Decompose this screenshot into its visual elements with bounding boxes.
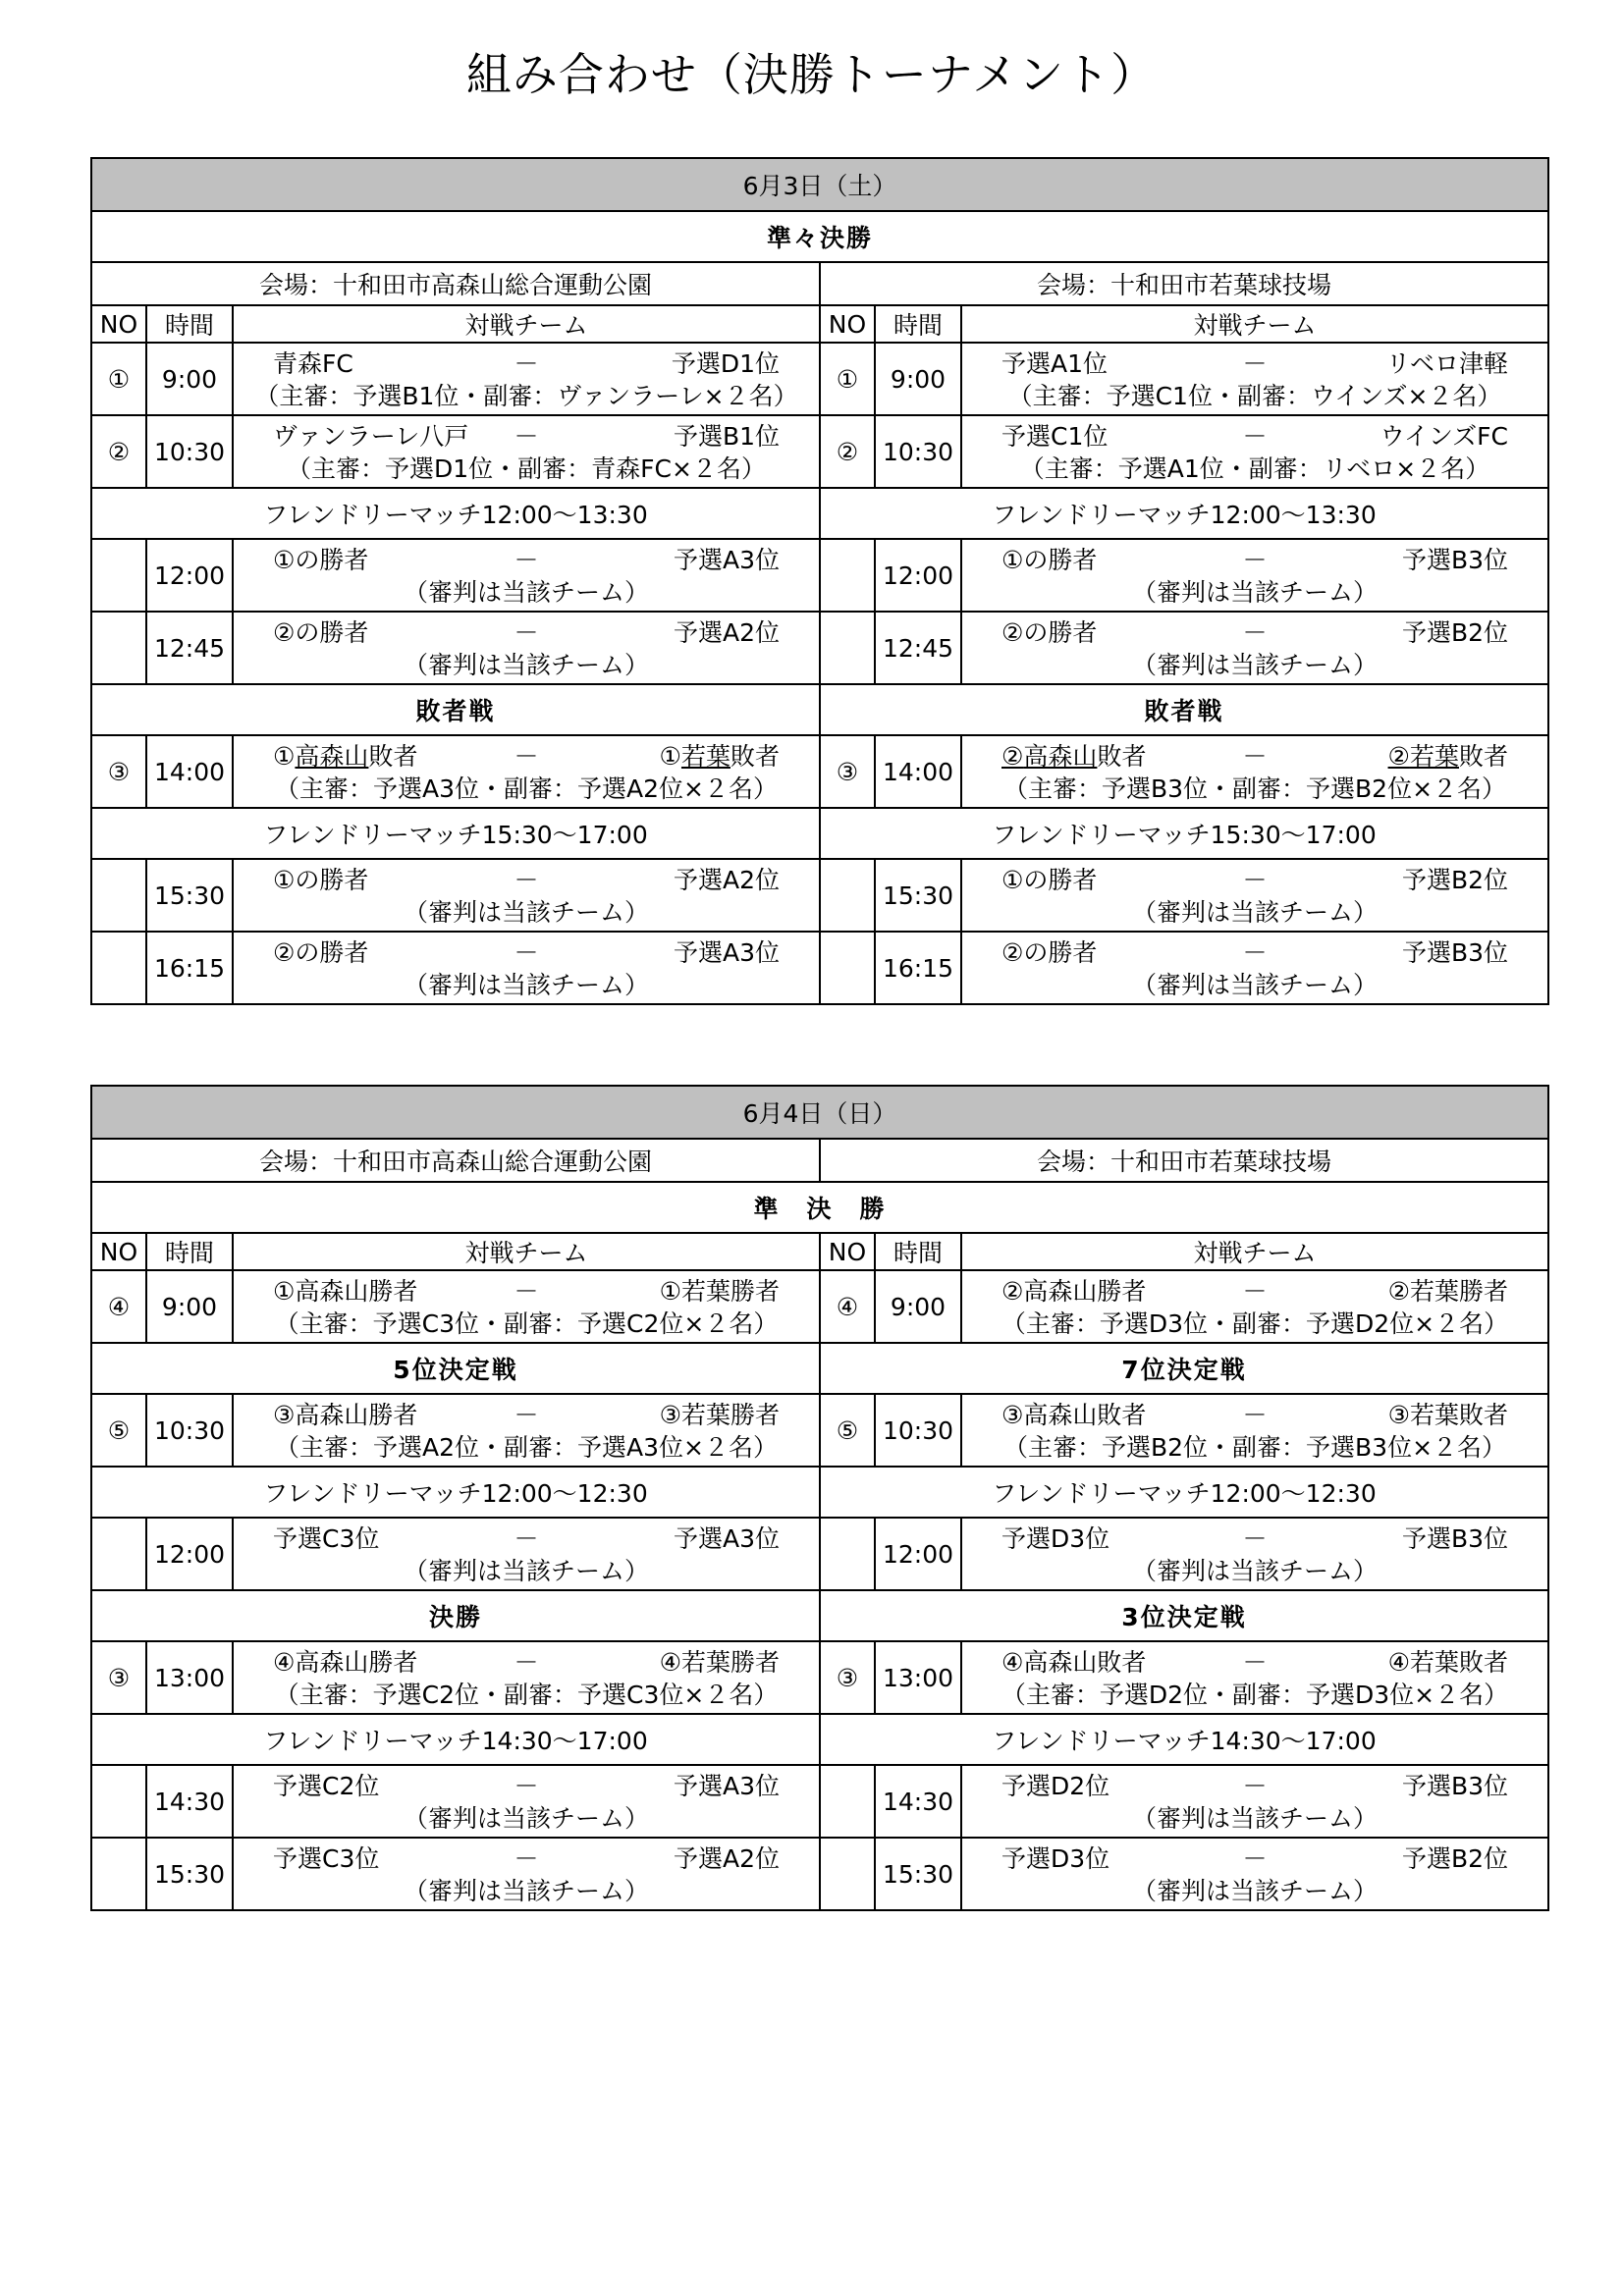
- day-header: 6月3日（土）: [91, 158, 1548, 211]
- match-time: 15:30: [875, 859, 961, 932]
- away-team-prefix: ①: [659, 741, 681, 771]
- referee-note: （審判は当該チーム）: [1131, 578, 1378, 607]
- referee-note: （主審：予選D3位・副審：予選D2位×２名）: [1001, 1309, 1509, 1338]
- home-team-suffix: 敗者: [368, 741, 418, 771]
- referee-note: （審判は当該チーム）: [1131, 1804, 1378, 1833]
- match-cell: [961, 1838, 1548, 1910]
- match-no: ③: [820, 1641, 875, 1714]
- round-title: 7位決定戦: [820, 1343, 1548, 1394]
- home-team: ①の勝者: [273, 545, 369, 574]
- referee-note: （審判は当該チーム）: [1131, 898, 1378, 927]
- day2-schedule: [90, 1085, 1547, 1911]
- vs-dash: －: [1242, 348, 1268, 378]
- referee-note: （審判は当該チーム）: [403, 578, 649, 607]
- match-cell: [233, 1518, 820, 1590]
- col-time: 時間: [875, 1233, 961, 1270]
- referee-note: （主審：予選C1位・副審：ウインズ×２名）: [1007, 382, 1502, 410]
- match-cell: [961, 1641, 1548, 1714]
- away-team: ③若葉敗者: [1387, 1400, 1508, 1429]
- match-no: ③: [91, 1641, 146, 1714]
- home-team: 予選C3位: [273, 1843, 380, 1873]
- home-team: ②の勝者: [1001, 937, 1098, 967]
- home-team: 予選D2位: [1001, 1771, 1110, 1800]
- match-cell: [233, 1270, 820, 1343]
- referee-note: （審判は当該チーム）: [1131, 651, 1378, 679]
- referee-note: （主審：予選B3位・副審：予選B2位×２名）: [1002, 774, 1507, 803]
- match-no: [91, 859, 146, 932]
- match-no: [820, 539, 875, 612]
- venue-right: 会場：十和田市若葉球技場: [820, 1139, 1548, 1182]
- referee-note: （審判は当該チーム）: [403, 898, 649, 927]
- col-no: NO: [91, 1233, 146, 1270]
- away-team: 予選A3位: [673, 545, 780, 574]
- friendly-match-label: フレンドリーマッチ12:00～13:30: [91, 488, 820, 539]
- vs-dash: －: [1242, 1647, 1268, 1677]
- round-title: 準々決勝: [91, 211, 1548, 262]
- match-time: 12:45: [875, 612, 961, 684]
- referee-note: （審判は当該チーム）: [403, 1557, 649, 1585]
- match-time: 15:30: [146, 1838, 233, 1910]
- match-time: 10:30: [875, 1394, 961, 1467]
- home-team: ヴァンラーレ八戸: [273, 421, 469, 451]
- vs-dash: －: [1242, 1771, 1268, 1800]
- vs-dash: －: [1242, 421, 1268, 451]
- vs-dash: －: [514, 421, 539, 451]
- vs-dash: －: [1242, 617, 1268, 647]
- match-no: [820, 932, 875, 1004]
- away-team-suffix: 敗者: [1458, 741, 1508, 771]
- referee-note: （主審：予選B2位・副審：予選B3位×２名）: [1002, 1433, 1507, 1462]
- match-time: 13:00: [146, 1641, 233, 1714]
- away-team: 予選B3位: [1401, 1771, 1508, 1800]
- match-cell: [961, 612, 1548, 684]
- referee-note: （主審：予選D2位・副審：予選D3位×２名）: [1001, 1681, 1509, 1709]
- away-team: 予選B2位: [1401, 1843, 1508, 1873]
- referee-note: （主審：予選D1位・副審：青森FC×２名）: [287, 454, 766, 483]
- round-title: 決勝: [91, 1590, 820, 1641]
- referee-note: （審判は当該チーム）: [403, 1877, 649, 1905]
- away-team: [554, 737, 780, 773]
- match-row: [91, 735, 1548, 808]
- venue-left: 会場：十和田市高森山総合運動公園: [91, 1139, 820, 1182]
- away-team: 予選B3位: [1401, 937, 1508, 967]
- match-time: 12:00: [875, 539, 961, 612]
- away-team: 予選B3位: [1401, 545, 1508, 574]
- match-cell: [961, 1765, 1548, 1838]
- match-no: ③: [91, 735, 146, 808]
- col-teams: 対戦チーム: [233, 305, 820, 343]
- match-time: 16:15: [875, 932, 961, 1004]
- match-no: ②: [91, 415, 146, 488]
- home-team: 予選D3位: [1001, 1523, 1110, 1553]
- friendly-match-label: フレンドリーマッチ12:00～13:30: [820, 488, 1548, 539]
- match-cell: [961, 859, 1548, 932]
- vs-dash: －: [1242, 1523, 1268, 1553]
- match-time: 9:00: [875, 343, 961, 415]
- away-team-prefix: ②: [1387, 741, 1410, 771]
- referee-note: （審判は当該チーム）: [1131, 1557, 1378, 1585]
- away-team: [1282, 737, 1508, 773]
- home-team: 予選C3位: [273, 1523, 380, 1553]
- friendly-match-label: フレンドリーマッチ15:30～17:00: [91, 808, 820, 859]
- round-title: 5位決定戦: [91, 1343, 820, 1394]
- home-team: 青森FC: [273, 348, 353, 378]
- col-no: NO: [820, 1233, 875, 1270]
- match-time: 13:00: [875, 1641, 961, 1714]
- match-no: [91, 1518, 146, 1590]
- page-title: 組み合わせ（決勝トーナメント）: [465, 48, 1158, 101]
- match-no: [820, 1765, 875, 1838]
- home-team: ②の勝者: [273, 617, 369, 647]
- match-no: [820, 1518, 875, 1590]
- match-row: [91, 612, 1548, 684]
- match-time: 9:00: [146, 1270, 233, 1343]
- venue-underlined: 若葉: [1409, 741, 1459, 771]
- match-time: 16:15: [146, 932, 233, 1004]
- match-no: [820, 612, 875, 684]
- away-team: 予選A3位: [673, 937, 780, 967]
- match-no: ③: [820, 735, 875, 808]
- match-time: 10:30: [875, 415, 961, 488]
- match-row: [91, 343, 1548, 415]
- match-cell: [233, 415, 820, 488]
- vs-dash: －: [1242, 741, 1268, 771]
- vs-dash: －: [1242, 1843, 1268, 1873]
- vs-dash: －: [514, 741, 539, 771]
- away-team: ④若葉勝者: [659, 1647, 780, 1677]
- match-time: 12:45: [146, 612, 233, 684]
- match-cell: [961, 415, 1548, 488]
- vs-dash: －: [514, 1400, 539, 1429]
- match-time: 12:00: [875, 1518, 961, 1590]
- col-time: 時間: [875, 305, 961, 343]
- match-row: [91, 1838, 1548, 1910]
- vs-dash: －: [1242, 937, 1268, 967]
- referee-note: （審判は当該チーム）: [1131, 971, 1378, 999]
- home-team-suffix: 敗者: [1097, 741, 1147, 771]
- round-title: 3位決定戦: [820, 1590, 1548, 1641]
- venue-right: 会場：十和田市若葉球技場: [820, 262, 1548, 305]
- away-team: 予選A2位: [673, 1843, 780, 1873]
- vs-dash: －: [514, 617, 539, 647]
- friendly-match-label: フレンドリーマッチ14:30～17:00: [91, 1714, 820, 1765]
- round-title: 敗者戦: [820, 684, 1548, 735]
- col-time: 時間: [146, 305, 233, 343]
- venue-underlined: 若葉: [680, 741, 730, 771]
- match-cell: [961, 1270, 1548, 1343]
- home-team: ①の勝者: [1001, 865, 1098, 894]
- away-team: リベロ津軽: [1385, 348, 1508, 378]
- home-team: ②の勝者: [273, 937, 369, 967]
- match-cell: [961, 1518, 1548, 1590]
- away-team: 予選A2位: [673, 617, 780, 647]
- day1-schedule: [90, 157, 1547, 1005]
- col-teams: 対戦チーム: [961, 305, 1548, 343]
- match-no: ①: [820, 343, 875, 415]
- friendly-match-label: フレンドリーマッチ12:00～12:30: [91, 1467, 820, 1518]
- match-row: [91, 1394, 1548, 1467]
- match-no: [91, 1765, 146, 1838]
- referee-note: （審判は当該チーム）: [403, 971, 649, 999]
- home-team: ④高森山勝者: [273, 1647, 418, 1677]
- away-team: ③若葉勝者: [659, 1400, 780, 1429]
- match-time: 10:30: [146, 1394, 233, 1467]
- match-no: [91, 1838, 146, 1910]
- day-header: 6月4日（日）: [91, 1086, 1548, 1139]
- vs-dash: －: [514, 545, 539, 574]
- referee-note: （審判は当該チーム）: [403, 1804, 649, 1833]
- day2-table: [90, 1085, 1549, 1911]
- away-team: ①若葉勝者: [659, 1276, 780, 1306]
- match-time: 10:30: [146, 415, 233, 488]
- home-team: 予選C2位: [273, 1771, 380, 1800]
- match-cell: [233, 1394, 820, 1467]
- home-team: ④高森山敗者: [1001, 1647, 1147, 1677]
- vs-dash: －: [514, 1647, 539, 1677]
- match-cell: [961, 343, 1548, 415]
- match-row: [91, 1270, 1548, 1343]
- home-team-prefix: ①: [273, 741, 296, 771]
- away-team: ④若葉敗者: [1387, 1647, 1508, 1677]
- match-time: 12:00: [146, 539, 233, 612]
- match-row: [91, 932, 1548, 1004]
- col-time: 時間: [146, 1233, 233, 1270]
- match-time: 14:30: [875, 1765, 961, 1838]
- match-no: ⑤: [820, 1394, 875, 1467]
- match-row: [91, 1765, 1548, 1838]
- home-team: 予選D3位: [1001, 1843, 1110, 1873]
- away-team: 予選B3位: [1401, 1523, 1508, 1553]
- match-no: [820, 1838, 875, 1910]
- match-no: [91, 932, 146, 1004]
- home-team: ③高森山敗者: [1001, 1400, 1147, 1429]
- referee-note: （審判は当該チーム）: [1131, 1877, 1378, 1905]
- match-no: [91, 612, 146, 684]
- away-team: 予選B2位: [1401, 865, 1508, 894]
- match-cell: [233, 735, 820, 808]
- away-team: 予選B1位: [673, 421, 780, 451]
- match-cell: [233, 1838, 820, 1910]
- vs-dash: －: [514, 1523, 539, 1553]
- match-time: 14:00: [875, 735, 961, 808]
- match-no: [820, 859, 875, 932]
- home-team: ①の勝者: [273, 865, 369, 894]
- match-cell: [233, 612, 820, 684]
- match-row: [91, 415, 1548, 488]
- match-cell: [961, 735, 1548, 808]
- home-team: 予選C1位: [1001, 421, 1109, 451]
- venue-left: 会場：十和田市高森山総合運動公園: [91, 262, 820, 305]
- referee-note: （主審：予選A1位・副審：リベロ×２名）: [1019, 454, 1490, 483]
- col-teams: 対戦チーム: [961, 1233, 1548, 1270]
- round-title: 敗者戦: [91, 684, 820, 735]
- home-team-prefix: ②: [1001, 741, 1024, 771]
- match-time: 9:00: [146, 343, 233, 415]
- match-cell: [233, 539, 820, 612]
- match-time: 15:30: [146, 859, 233, 932]
- match-cell: [233, 859, 820, 932]
- match-cell: [233, 1765, 820, 1838]
- vs-dash: －: [1242, 1276, 1268, 1306]
- vs-dash: －: [1242, 545, 1268, 574]
- vs-dash: －: [1242, 865, 1268, 894]
- away-team: 予選A3位: [673, 1523, 780, 1553]
- away-team: 予選D1位: [671, 348, 780, 378]
- match-row: [91, 859, 1548, 932]
- col-teams: 対戦チーム: [233, 1233, 820, 1270]
- vs-dash: －: [514, 1843, 539, 1873]
- vs-dash: －: [514, 1771, 539, 1800]
- referee-note: （主審：予選A3位・副審：予選A2位×２名）: [275, 774, 778, 803]
- vs-dash: －: [514, 865, 539, 894]
- home-team: [1001, 737, 1227, 773]
- match-row: [91, 1518, 1548, 1590]
- home-team: ①の勝者: [1001, 545, 1098, 574]
- match-no: [91, 539, 146, 612]
- home-team: ②高森山勝者: [1001, 1276, 1147, 1306]
- match-time: 14:00: [146, 735, 233, 808]
- match-cell: [961, 539, 1548, 612]
- vs-dash: －: [514, 348, 539, 378]
- day1-table: [90, 157, 1549, 1005]
- match-cell: [233, 932, 820, 1004]
- match-no: ④: [91, 1270, 146, 1343]
- match-row: [91, 1641, 1548, 1714]
- match-cell: [233, 343, 820, 415]
- referee-note: （審判は当該チーム）: [403, 651, 649, 679]
- col-no: NO: [91, 305, 146, 343]
- round-title: 準 決 勝: [91, 1182, 1548, 1233]
- referee-note: （主審：予選A2位・副審：予選A3位×２名）: [275, 1433, 778, 1462]
- col-no: NO: [820, 305, 875, 343]
- home-team: ③高森山勝者: [273, 1400, 418, 1429]
- referee-note: （主審：予選C3位・副審：予選C2位×２名）: [274, 1309, 779, 1338]
- match-cell: [961, 1394, 1548, 1467]
- away-team: 予選B2位: [1401, 617, 1508, 647]
- venue-underlined: 高森山: [295, 741, 369, 771]
- match-time: 14:30: [146, 1765, 233, 1838]
- vs-dash: －: [514, 937, 539, 967]
- match-time: 15:30: [875, 1838, 961, 1910]
- vs-dash: －: [514, 1276, 539, 1306]
- match-no: ②: [820, 415, 875, 488]
- away-team: 予選A3位: [673, 1771, 780, 1800]
- referee-note: （主審：予選C2位・副審：予選C3位×２名）: [274, 1681, 779, 1709]
- match-row: [91, 539, 1548, 612]
- vs-dash: －: [1242, 1400, 1268, 1429]
- away-team: ②若葉勝者: [1387, 1276, 1508, 1306]
- away-team: ウインズFC: [1380, 421, 1508, 451]
- match-time: 9:00: [875, 1270, 961, 1343]
- match-time: 12:00: [146, 1518, 233, 1590]
- match-cell: [233, 1641, 820, 1714]
- away-team-suffix: 敗者: [730, 741, 780, 771]
- home-team: [273, 737, 499, 773]
- match-no: ⑤: [91, 1394, 146, 1467]
- home-team: ①高森山勝者: [273, 1276, 418, 1306]
- friendly-match-label: フレンドリーマッチ12:00～12:30: [820, 1467, 1548, 1518]
- match-cell: [961, 932, 1548, 1004]
- away-team: 予選A2位: [673, 865, 780, 894]
- referee-note: （主審：予選B1位・副審：ヴァンラーレ×２名）: [254, 382, 798, 410]
- friendly-match-label: フレンドリーマッチ14:30～17:00: [820, 1714, 1548, 1765]
- friendly-match-label: フレンドリーマッチ15:30～17:00: [820, 808, 1548, 859]
- home-team: 予選A1位: [1001, 348, 1109, 378]
- match-no: ④: [820, 1270, 875, 1343]
- match-no: ①: [91, 343, 146, 415]
- home-team: ②の勝者: [1001, 617, 1098, 647]
- venue-underlined: 高森山: [1023, 741, 1098, 771]
